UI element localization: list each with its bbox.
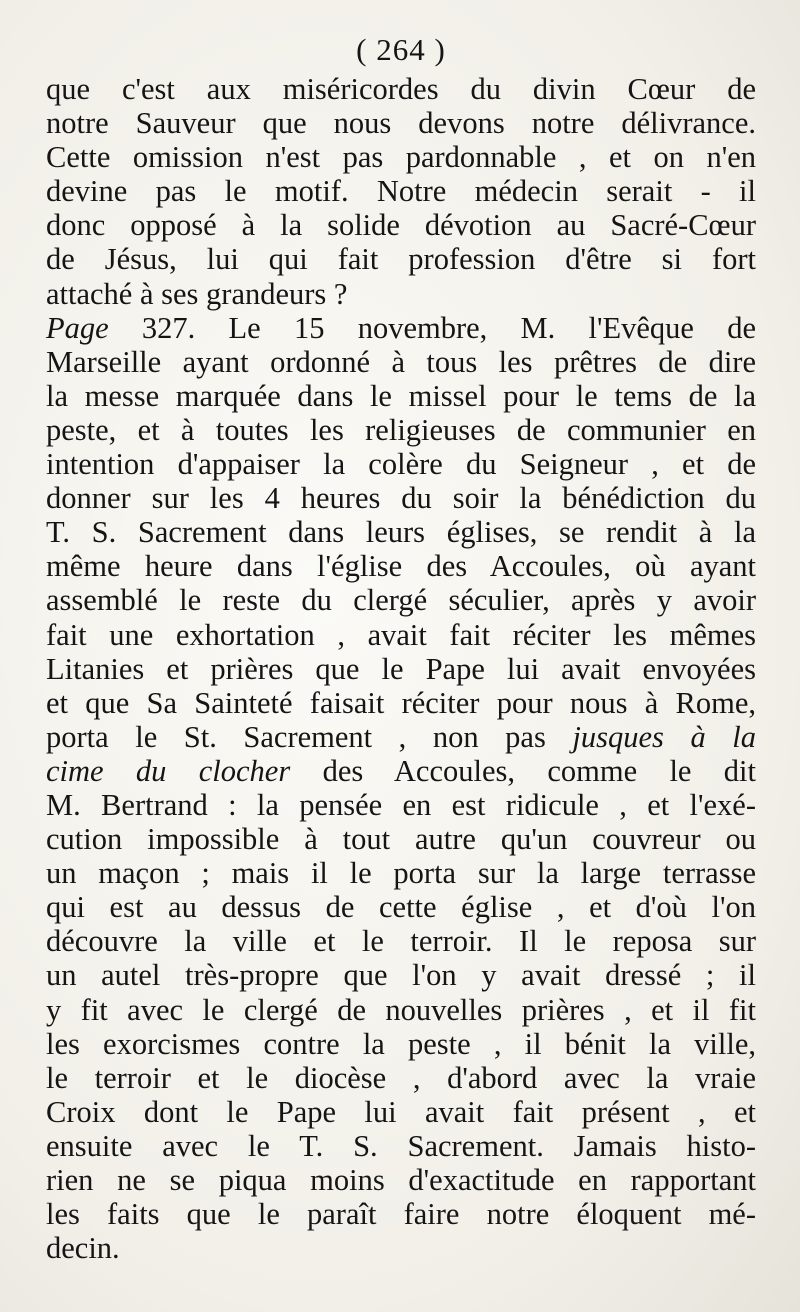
page-body-text bbox=[46, 72, 756, 1265]
text-line bbox=[46, 515, 756, 549]
text-line bbox=[46, 652, 756, 686]
text-line bbox=[46, 754, 756, 788]
text-line bbox=[46, 174, 756, 208]
text-run: Cette omission n'est pas pardonnable , et on n'en bbox=[46, 140, 756, 175]
text-line bbox=[46, 481, 756, 515]
text-line bbox=[46, 106, 756, 140]
text-line bbox=[46, 1061, 756, 1095]
text-run: cution impossible à tout autre qu'un couvreur ou bbox=[46, 822, 756, 857]
text-line bbox=[46, 72, 756, 106]
text-run: 327. Le 15 novembre, M. l'Evêque de bbox=[108, 310, 756, 345]
text-line bbox=[46, 856, 756, 890]
text-line bbox=[46, 924, 756, 958]
text-line bbox=[46, 379, 756, 413]
text-line bbox=[46, 1197, 756, 1231]
text-run: peste, et à toutes les religieuses de communier en bbox=[46, 412, 756, 447]
text-line bbox=[46, 447, 756, 481]
text-line bbox=[46, 958, 756, 992]
text-run: les exorcismes contre la peste , il bénit la ville, bbox=[46, 1026, 756, 1061]
text-run: rien ne se piqua moins d'exactitude en rapportant bbox=[46, 1163, 756, 1197]
text-line bbox=[46, 140, 756, 174]
text-run: Croix dont le Pape lui avait fait présent , et bbox=[46, 1094, 756, 1129]
text-run: que c'est aux miséricordes du divin Cœur de bbox=[46, 72, 756, 106]
text-line bbox=[46, 583, 756, 617]
text-line bbox=[46, 277, 756, 311]
text-line bbox=[46, 1231, 756, 1265]
text-run: des Accoules, comme le dit bbox=[290, 753, 756, 788]
text-run: attaché à ses grandeurs ? bbox=[46, 276, 348, 311]
text-run: porta le St. Sacrement , non pas bbox=[46, 719, 573, 754]
text-run: donner sur les 4 heures du soir la bénédiction du bbox=[46, 481, 756, 516]
text-run: les faits que le paraît faire notre éloquent mé- bbox=[46, 1197, 756, 1232]
text-run: assemblé le reste du clergé séculier, après y avoir bbox=[46, 583, 756, 618]
text-line bbox=[46, 686, 756, 720]
text-run: ensuite avec le T. S. Sacrement. Jamais histo- bbox=[46, 1128, 756, 1163]
text-line bbox=[46, 822, 756, 856]
text-run: Marseille ayant ordonné à tous les prêtres de dire bbox=[46, 344, 756, 379]
text-run: de Jésus, lui qui fait profession d'être si fort bbox=[46, 242, 756, 277]
text-line bbox=[46, 1027, 756, 1061]
text-line bbox=[46, 788, 756, 822]
text-run: et que Sa Sainteté faisait réciter pour nous à Rome, bbox=[46, 685, 756, 720]
text-run: devine pas le motif. Notre médecin serait - il bbox=[46, 174, 756, 209]
paragraph bbox=[46, 72, 756, 311]
text-line bbox=[46, 311, 756, 345]
text-run: fait une exhortation , avait fait réciter les mêmes bbox=[46, 617, 756, 652]
page-number: ( 264 ) bbox=[356, 32, 446, 67]
text-line bbox=[46, 413, 756, 447]
text-run: un maçon ; mais il le porta sur la large terrasse bbox=[46, 856, 756, 891]
text-line bbox=[46, 1129, 756, 1163]
text-run: découvre la ville et le terroir. Il le reposa sur bbox=[46, 924, 756, 959]
text-line bbox=[46, 993, 756, 1027]
italic-text: jusques à la bbox=[572, 719, 756, 754]
text-run: la messe marquée dans le missel pour le tems de la bbox=[46, 378, 756, 413]
text-line bbox=[46, 208, 756, 242]
text-run: même heure dans l'église des Accoules, où ayant bbox=[46, 549, 756, 584]
text-run: decin. bbox=[46, 1231, 120, 1266]
text-line bbox=[46, 1163, 756, 1197]
text-run: notre Sauveur que nous devons notre délivrance. bbox=[46, 106, 756, 141]
text-run: M. Bertrand : la pensée en est ridicule , et l'exé- bbox=[46, 787, 756, 822]
text-line bbox=[46, 720, 756, 754]
text-line bbox=[46, 1095, 756, 1129]
italic-text: Page bbox=[46, 310, 109, 345]
text-run: qui est au dessus de cette église , et d'où l'on bbox=[46, 890, 756, 925]
text-run: T. S. Sacrement dans leurs églises, se rendit à la bbox=[46, 515, 756, 550]
italic-text: cime du clocher bbox=[46, 753, 291, 788]
text-run: y fit avec le clergé de nouvelles prières , et il fit bbox=[46, 992, 756, 1027]
text-run: Litanies et prières que le Pape lui avait envoyées bbox=[46, 651, 756, 686]
text-line bbox=[46, 345, 756, 379]
text-line bbox=[46, 242, 756, 276]
text-run: donc opposé à la solide dévotion au Sacré-Cœur bbox=[46, 208, 756, 243]
text-line bbox=[46, 618, 756, 652]
text-line bbox=[46, 890, 756, 924]
paragraph bbox=[46, 311, 756, 1266]
text-line bbox=[46, 549, 756, 583]
text-run: intention d'appaiser la colère du Seigneur , et de bbox=[46, 447, 756, 482]
text-run: le terroir et le diocèse , d'abord avec la vraie bbox=[46, 1060, 756, 1095]
text-run: un autel très-propre que l'on y avait dressé ; il bbox=[46, 958, 756, 993]
